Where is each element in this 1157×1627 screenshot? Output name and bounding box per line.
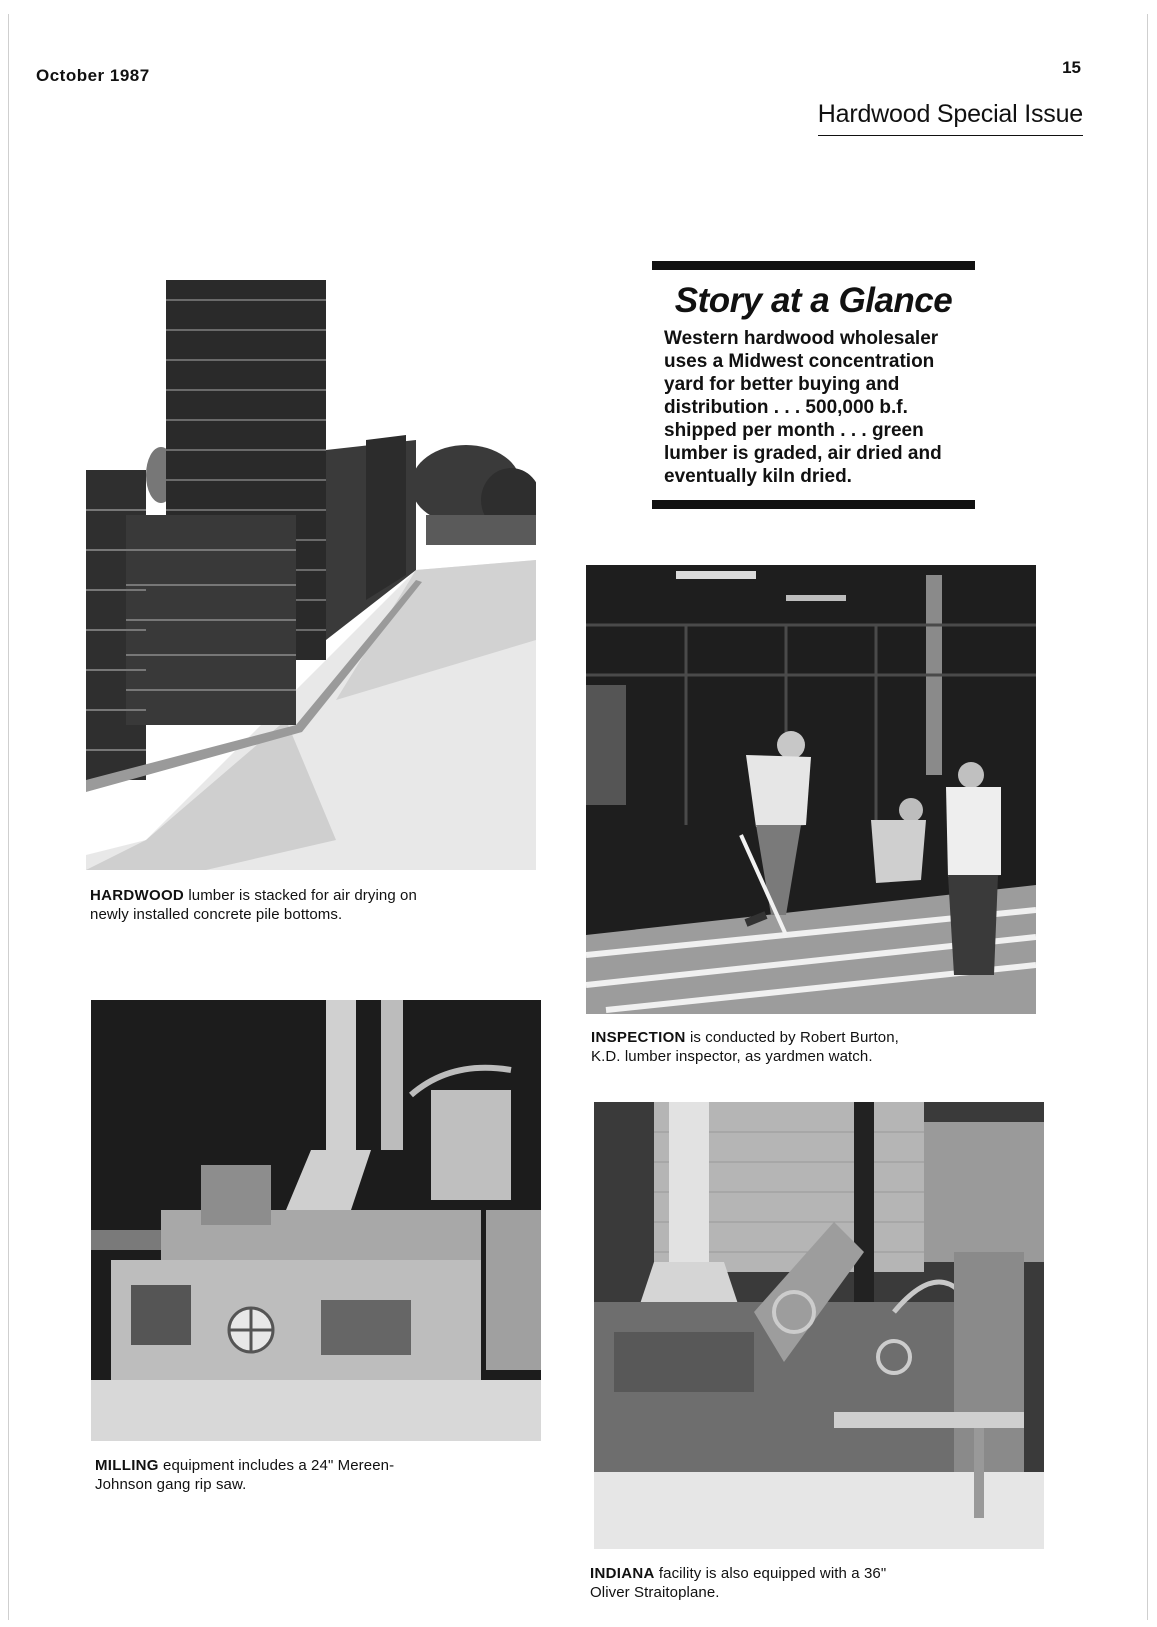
caption-lead: INDIANA xyxy=(590,1565,655,1582)
page-number: 15 xyxy=(1062,58,1081,77)
glance-bottom-rule xyxy=(652,500,975,509)
photo-lumber-stacks xyxy=(86,280,536,870)
caption-lead: HARDWOOD xyxy=(90,887,185,904)
section-title: Hardwood Special Issue xyxy=(818,100,1083,136)
story-at-a-glance-box xyxy=(652,261,975,509)
photo-indiana-planer xyxy=(594,1102,1044,1549)
caption-hardwood xyxy=(90,886,420,924)
caption-lead: MILLING xyxy=(95,1457,159,1474)
caption-inspection xyxy=(591,1028,931,1066)
caption-text: facility is also equipped with a 36" Oliver Straitoplane. xyxy=(590,1565,887,1601)
caption-text: is conducted by Robert Burton, K.D. lumber inspector, as yardmen watch. xyxy=(591,1029,899,1065)
photo-inspection xyxy=(586,565,1036,1014)
issue-date: October 1987 xyxy=(36,66,150,85)
glance-body: Western hardwood wholesaler uses a Midwest concentration yard for better buying and distribution . . . 500,000 b.f. shipped per month . . . green lumber is graded, air dried and eventually kiln dried. xyxy=(664,327,942,487)
caption-indiana xyxy=(590,1564,930,1602)
glance-top-rule xyxy=(652,261,975,270)
caption-lead: INSPECTION xyxy=(591,1029,686,1046)
photo-milling-equipment xyxy=(91,1000,541,1441)
caption-text: lumber is stacked for air drying on newly installed concrete pile bottoms. xyxy=(90,887,417,923)
caption-text: equipment includes a 24" Mereen-Johnson gang rip saw. xyxy=(95,1457,395,1493)
caption-milling xyxy=(95,1456,435,1494)
glance-title: Story at a Glance xyxy=(674,281,953,320)
